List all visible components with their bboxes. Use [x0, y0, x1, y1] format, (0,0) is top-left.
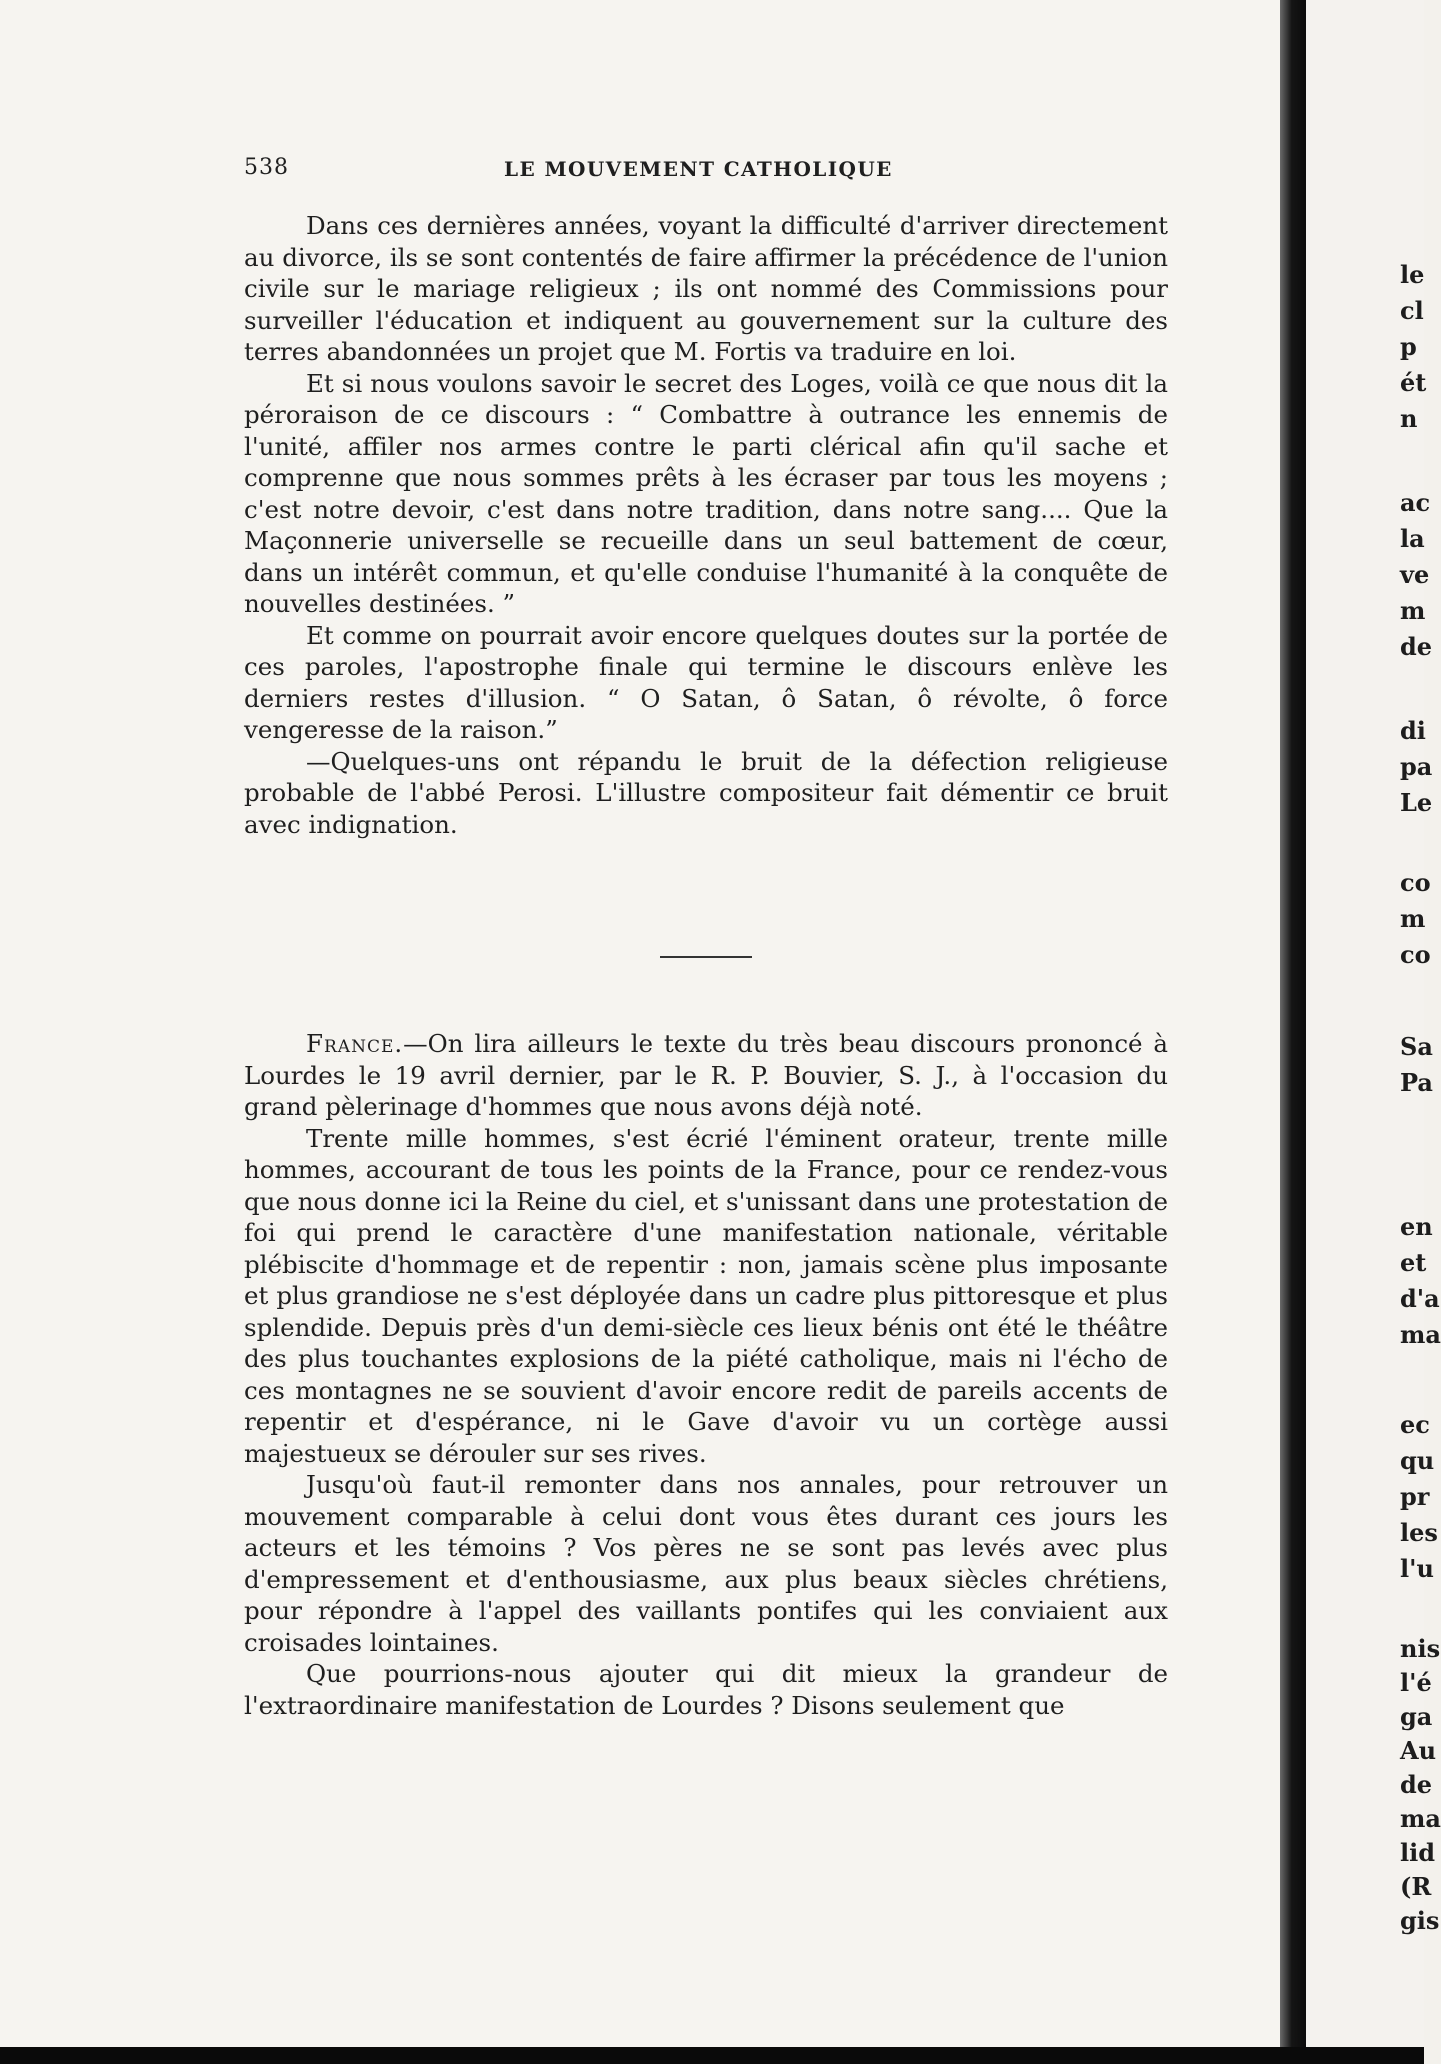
book-gutter — [1280, 0, 1306, 2064]
page-title: LE MOUVEMENT CATHOLIQUE — [504, 157, 893, 181]
line-fragment: en — [1400, 1212, 1433, 1241]
line-fragment: Le — [1400, 788, 1433, 817]
line-fragment: n — [1400, 404, 1418, 433]
section-france-text — [244, 1028, 1168, 1721]
line-fragment: ve — [1400, 560, 1430, 589]
paragraph: Et si nous voulons savoir le secret des Loges, voilà ce que nous dit la péroraison de ce discours : “ Combattre à outrance les ennemis de l'unité, affiler nos armes contre le parti clérical afin qu'il sache et comprenne que nous sommes prêts à les écraser par tous les moyens ; c'est notre devoir, c'est dans notre tradition, dans notre sang.... Que la Maçonnerie universelle se recueille dans un seul battement de cœur, dans un intérêt commun, et qu'elle conduise l'humanité à la conquête de nouvelles destinées. ” — [244, 368, 1168, 618]
line-fragment: de — [1400, 1770, 1433, 1799]
line-fragment: ét — [1400, 368, 1427, 397]
scan-bottom-edge — [0, 2047, 1424, 2064]
line-fragment: ac — [1400, 488, 1431, 517]
lead-text: —On lira ailleurs le texte du très beau discours prononcé à Lourdes le 19 avril dernier, par le R. P. Bouvier, S. J., à l'occasion du grand pèlerinage d'hommes que nous avons déjà noté. — [244, 1029, 1168, 1121]
line-fragment: m — [1400, 904, 1426, 933]
line-fragment: di — [1400, 716, 1426, 745]
section-label: France. — [306, 1029, 404, 1058]
line-fragment: lid — [1400, 1838, 1436, 1867]
line-fragment: m — [1400, 596, 1426, 625]
line-fragment: l'é — [1400, 1668, 1432, 1697]
line-fragment: gis — [1400, 1906, 1440, 1935]
line-fragment: (R — [1400, 1872, 1432, 1901]
line-fragment: Pa — [1400, 1068, 1433, 1097]
line-fragment: p — [1400, 332, 1417, 361]
line-fragment: nis — [1400, 1634, 1441, 1663]
line-fragment: cl — [1400, 296, 1424, 325]
line-fragment: l'u — [1400, 1554, 1434, 1583]
line-fragment: et — [1400, 1248, 1427, 1277]
line-fragment: les — [1400, 1518, 1438, 1547]
line-fragment: Sa — [1400, 1032, 1433, 1061]
line-fragment: co — [1400, 940, 1431, 969]
line-fragment: Au — [1400, 1736, 1437, 1765]
line-fragment: de — [1400, 632, 1433, 661]
paragraph: Que pourrions-nous ajouter qui dit mieux la grandeur de l'extraordinaire manifestation de Lourdes ? Disons seulement que — [244, 1659, 1168, 1720]
line-fragment: le — [1400, 260, 1425, 289]
line-fragment: ma — [1400, 1320, 1441, 1349]
line-fragment: ma — [1400, 1804, 1441, 1833]
paragraph: Et comme on pourrait avoir encore quelques doutes sur la portée de ces paroles, l'apostrophe finale qui termine le discours enlève les derniers restes d'illusion. “ O Satan, ô Satan, ô révolte, ô force vengeresse de la raison.” — [244, 620, 1168, 744]
line-fragment: co — [1400, 868, 1431, 897]
line-fragment: ga — [1400, 1702, 1433, 1731]
line-fragment: d'a — [1400, 1284, 1440, 1313]
paragraph: Jusqu'où faut-il remonter dans nos annales, pour retrouver un mouvement comparable à celui dont vous êtes durant ces jours les acteurs et les témoins ? Vos pères ne se sont pas levés avec plus d'empressement et d'enthousiasme, aux plus beaux siècles chrétiens, pour répondre à l'appel des vaillants pontifes qui les conviaient aux croisades lointaines. — [244, 1470, 1168, 1657]
line-fragment: qu — [1400, 1446, 1435, 1475]
running-head — [244, 155, 1168, 185]
line-fragment: ec — [1400, 1410, 1430, 1439]
paragraph: Trente mille hommes, s'est écrié l'éminent orateur, trente mille hommes, accourant de tous les points de la France, pour ce rendez-vous que nous donne ici la Reine du ciel, et s'unissant dans une protestation de foi qui prend le caractère d'une manifestation nationale, véritable plébiscite d'hommage et de repentir : non, jamais scène plus imposante et plus grandiose ne s'est déployée dans un cadre plus pittoresque et plus splendide. Depuis près d'un demi-siècle ces lieux bénis ont été le théâtre des plus touchantes explosions de la piété catholique, mais ni l'écho de ces montagnes ne se souvient d'avoir encore redit de pareils accents de repentir et d'espérance, ni le Gave d'avoir vu un cortège aussi majestueux se dérouler sur ses rives. — [244, 1123, 1168, 1468]
line-fragment: la — [1400, 524, 1425, 553]
section-separator — [660, 956, 752, 958]
paragraph-france-lead — [244, 1028, 1168, 1123]
paragraph: —Quelques-uns ont répandu le bruit de la défection religieuse probable de l'abbé Perosi. L'illustre compositeur fait démentir ce bruit avec indignation. — [244, 746, 1168, 839]
right-page-fragments — [1400, 0, 1441, 2064]
section-italy-text — [244, 210, 1168, 840]
line-fragment: pa — [1400, 752, 1433, 781]
line-fragment: pr — [1400, 1482, 1430, 1511]
paragraph: Dans ces dernières années, voyant la difficulté d'arriver directement au divorce, ils se sont contentés de faire affirmer la précédence de l'union civile sur le mariage religieux ; ils ont nommé des Commissions pour surveiller l'éducation et indiquent au gouvernement sur la culture des terres abandonnées un projet que M. Fortis va traduire en loi. — [244, 211, 1168, 366]
page-number: 538 — [244, 155, 289, 180]
